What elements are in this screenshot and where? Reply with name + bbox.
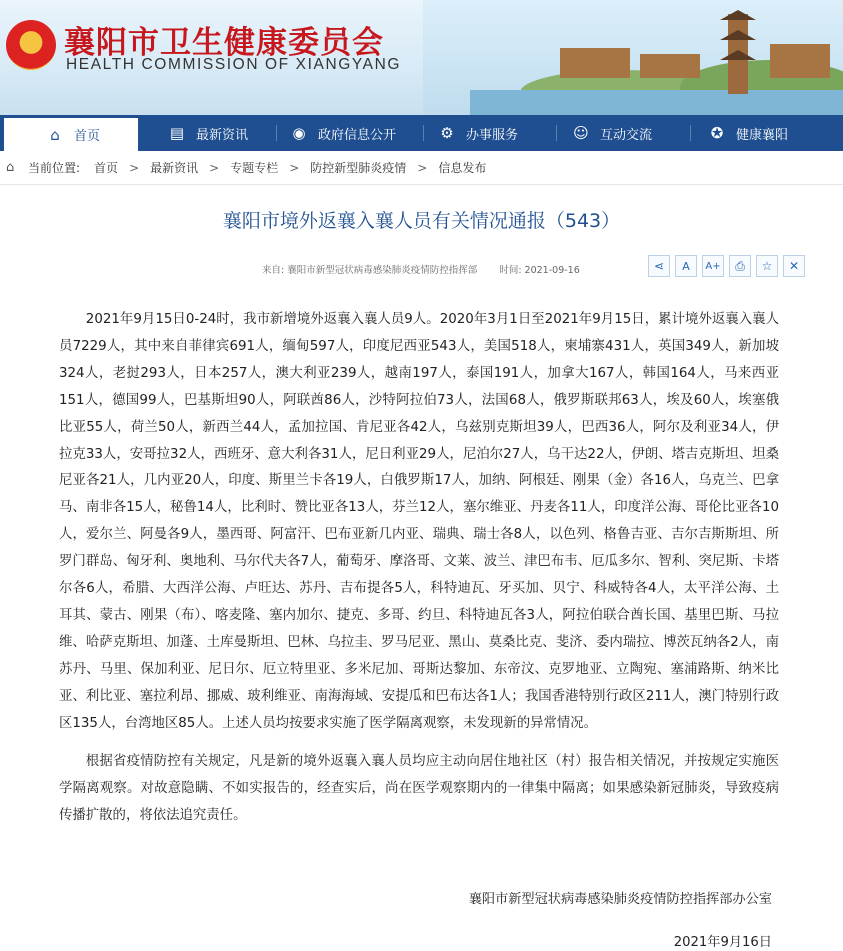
- news-icon: ▤: [169, 124, 185, 142]
- breadcrumb-link-news[interactable]: 最新资讯: [150, 161, 199, 175]
- nav-divider: [690, 125, 691, 141]
- article-date: 2021年9月16日: [673, 935, 772, 950]
- service-icon: ⚙: [440, 124, 454, 142]
- print-icon[interactable]: ⎙: [729, 255, 751, 277]
- article-signature: 襄阳市新型冠状病毒感染肺炎疫情防控指挥部办公室: [468, 892, 772, 907]
- breadcrumb-separator: >: [289, 160, 300, 175]
- breadcrumb-separator: >: [129, 160, 140, 175]
- breadcrumb-link-info[interactable]: 信息发布: [438, 161, 487, 175]
- breadcrumb-label: 当前位置:: [28, 161, 81, 175]
- article-paragraph: 根据省疫情防控有关规定，凡是新的境外返襄入襄人员均应主动向居住地社区（村）报告相关情况，并按规定实施医学隔离观察。对故意隐瞒、不如实报告的，经查实后，尚在医学观察期内的一律集中隔离；如果感染新冠肺炎，导致疫病传播扩散的，将依法追究责任。: [59, 753, 779, 823]
- article-toolbar: [648, 255, 810, 277]
- nav-item-news[interactable]: [168, 115, 248, 151]
- article-title: 襄阳市境外返襄入襄人员有关情况通报（543）: [222, 210, 621, 232]
- nav-item-home[interactable]: [4, 115, 138, 151]
- location-home-icon: ⌂: [6, 159, 15, 175]
- scenery-pagoda-roof: [720, 50, 756, 60]
- site-subtitle: HEALTH COMMISSION OF XIANGYANG: [66, 56, 402, 73]
- breadcrumb-link-topics[interactable]: 专题专栏: [230, 161, 279, 175]
- health-icon: ✪: [710, 124, 724, 142]
- nav-item-label: 健康襄阳: [736, 127, 789, 143]
- article-time: 2021-09-16: [524, 265, 580, 276]
- eye-icon: ◉: [292, 124, 306, 142]
- nav-item-healthy-xiangyang[interactable]: [708, 115, 788, 151]
- header-banner: [0, 0, 843, 115]
- breadcrumb-separator: >: [209, 160, 220, 175]
- article-meta: [262, 262, 580, 276]
- close-icon[interactable]: ✕: [783, 255, 805, 277]
- font-increase-icon[interactable]: A+: [702, 255, 724, 277]
- favorite-icon[interactable]: ☆: [756, 255, 778, 277]
- nav-divider: [276, 125, 277, 141]
- article-content: [59, 307, 779, 829]
- main-nav: [0, 115, 843, 151]
- nav-item-label: 最新资讯: [196, 127, 249, 143]
- share-icon[interactable]: ⋖: [648, 255, 670, 277]
- nav-item-label: 首页: [74, 129, 101, 144]
- people-icon: ☺: [573, 124, 589, 142]
- nav-item-interaction[interactable]: [572, 115, 652, 151]
- scenery-pagoda-roof: [720, 30, 756, 40]
- font-decrease-icon[interactable]: A: [675, 255, 697, 277]
- nav-item-services[interactable]: [438, 115, 518, 151]
- national-emblem-icon: [6, 20, 56, 70]
- nav-item-label: 办事服务: [466, 127, 519, 143]
- breadcrumb-link-home[interactable]: 首页: [94, 161, 119, 175]
- article-source: 襄阳市新型冠状病毒感染肺炎疫情防控指挥部: [287, 265, 478, 276]
- breadcrumb-separator: >: [417, 160, 428, 175]
- article-paragraph: 2021年9月15日0-24时，我市新增境外返襄入襄人员9人。2020年3月1日至2021年9月15日，累计境外返襄入襄人员7229人，其中来自菲律宾691人，缅甸597人，印度尼西亚543人，美国518人，柬埔寨431人，英国349人，新加坡324人，老挝293人，日本257人，澳大利亚239人，越南197人，泰国191人，加拿大167人，韩国164人，马来西亚151人，德国99人，巴基斯坦90人，阿联酋86人，沙特阿拉伯73人，法国68人，俄罗斯联邦63人，埃及60人，埃塞俄比亚55人，荷兰50人，新西兰44人，孟加拉国、肯尼亚各42人，乌兹别克斯坦39人，巴西36人，阿尔及利亚34人，伊拉克33人，安哥拉32人，西班牙、意大利各31人，尼日利亚29人，尼泊尔27人，乌干达22人，伊朗、塔吉克斯坦、坦桑尼亚各21人，几内亚20人，印度、斯里兰卡各19人，白俄罗斯17人，加纳、阿根廷、刚果（金）各16人，乌克兰、巴拿马、南非各15人，秘鲁14人，比利时、赞比亚各13人，芬兰12人，塞尔维亚、丹麦各11人，印度洋公海、哥伦比亚各10人，爱尔兰、阿曼各9人，墨西哥、阿富汗、巴布亚新几内亚、瑞典、瑞士各8人，以色列、格鲁吉亚、吉尔吉斯斯坦、所罗门群岛、匈牙利、奥地利、马尔代夫各7人，葡萄牙、摩洛哥、文莱、波兰、津巴布韦、厄瓜多尔、智利、突尼斯、卡塔尔各6人，希腊、大西洋公海、卢旺达、苏丹、吉布提各5人，科特迪瓦、牙买加、贝宁、科威特各4人，太平洋公海、土耳其、蒙古、刚果（布）、喀麦隆、塞内加尔、捷克、多哥、约旦、科特迪瓦各3人，阿拉伯联合酋长国、基里巴斯、马拉维、哈萨克斯坦、加蓬、土库曼斯坦、巴林、乌拉圭、罗马尼亚、黑山、莫桑比克、斐济、委内瑞拉、博茨瓦纳各2人，南苏丹、马里、保加利亚、尼日尔、厄立特里亚、多米尼加、哥斯达黎加、东帝汶、克罗地亚、立陶宛、塞浦路斯、纳米比亚、利比亚、塞拉利昂、挪威、玻利维亚、南海海域、安提瓜和巴布达各1人；我国香港特别行政区211人，澳门特别行政区135人，台湾地区85人。上述人员均按要求实施了医学隔离观察，未发现新的异常情况。: [59, 312, 779, 731]
- nav-divider: [423, 125, 424, 141]
- scenery-water: [470, 90, 843, 115]
- nav-item-label: 互动交流: [600, 127, 653, 143]
- nav-item-label: 政府信息公开: [318, 127, 397, 143]
- nav-item-gov-info[interactable]: [290, 115, 396, 151]
- home-icon: ⌂: [50, 125, 60, 144]
- site-title[interactable]: 襄阳市卫生健康委员会: [64, 25, 384, 61]
- nav-divider: [556, 125, 557, 141]
- scenery-pagoda-roof: [720, 10, 756, 20]
- scenery-building: [770, 44, 830, 78]
- breadcrumb: [0, 151, 843, 185]
- scenery-building: [640, 54, 700, 78]
- scenery-building: [560, 48, 630, 78]
- source-label: 来自:: [262, 265, 285, 276]
- time-label: 时间:: [499, 265, 522, 276]
- breadcrumb-link-epidemic[interactable]: 防控新型肺炎疫情: [310, 161, 407, 175]
